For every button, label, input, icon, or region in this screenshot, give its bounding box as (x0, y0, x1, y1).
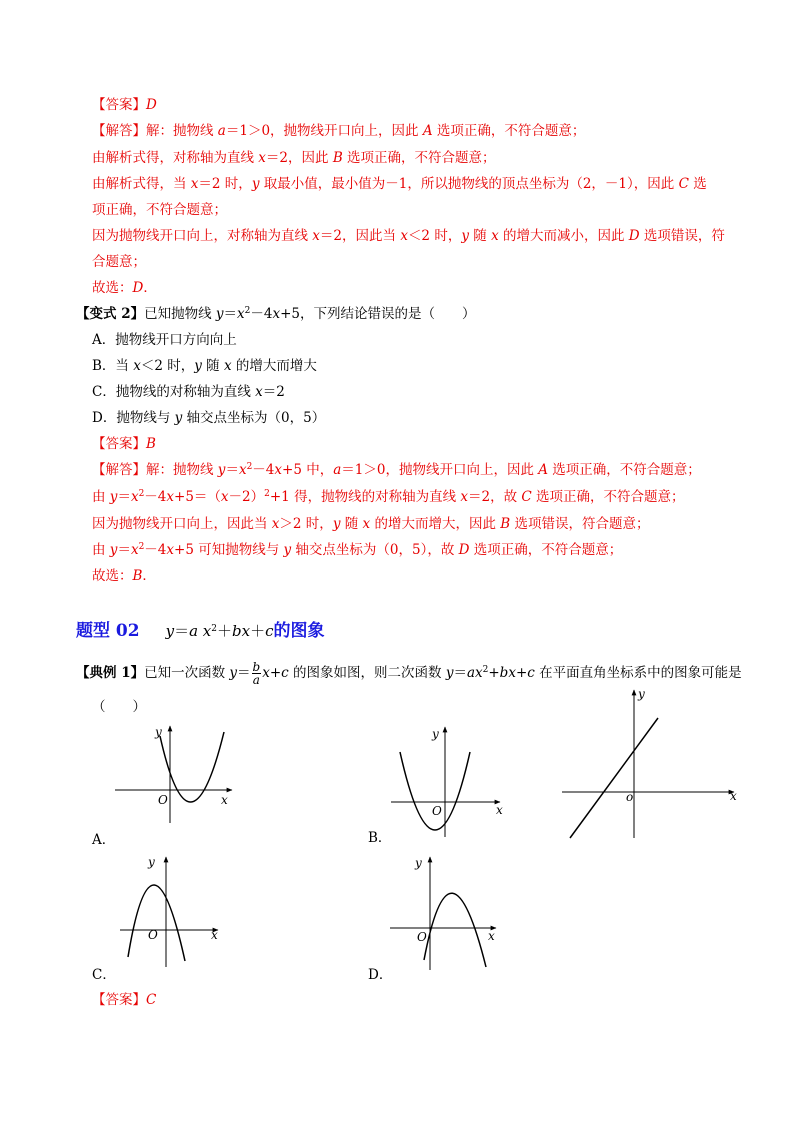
origin-label: O (432, 804, 442, 818)
x-axis-label: x (488, 929, 495, 943)
graph-c (115, 855, 225, 970)
option-label-c: C． (92, 967, 116, 983)
origin-label: o (626, 790, 634, 804)
x-axis-label: x (211, 928, 218, 942)
option-label-b: B． (368, 830, 392, 846)
answer-paren: （ ） (92, 699, 146, 715)
explanation-line-5: 因为抛物线开口向上，对称轴为直线 x＝2，因此当 x＜2 时，y 随 x 的增大而减小，因此 D 选项错误，符 (92, 228, 725, 244)
answer-line: 【答案】D (92, 97, 157, 113)
graph-a (110, 718, 240, 828)
origin-label: O (417, 930, 427, 944)
x-axis-label: x (730, 789, 737, 803)
explanation-line-5: 故选：B． (92, 568, 156, 584)
y-axis-label: y (148, 855, 155, 869)
explanation-line-3: 因为抛物线开口向上，因此当 x＞2 时，y 随 x 的增大而增大，因此 B 选项错误，符合题意； (92, 516, 650, 532)
x-axis-label: x (496, 803, 503, 817)
reference-line-graph (562, 688, 742, 843)
graph-d (388, 855, 503, 975)
explanation-line-6: 合题意； (92, 254, 146, 270)
fraction-b-over-a: $\frac{b}{a}$ (252, 660, 261, 687)
variant-question: 【变式 2】已知抛物线 $y=x^2-4x+5$，下列结论错误的是（ ） (76, 306, 476, 322)
explanation-line-2: 由解析式得，对称轴为直线 x＝2，因此 B 选项正确，不符合题意； (92, 150, 496, 166)
parabola (128, 885, 185, 961)
explanation-line-1: 【解答】解：抛物线 a＝1＞0，抛物线开口向上，因此 A 选项正确，不符合题意； (92, 123, 586, 139)
origin-label: O (158, 793, 168, 807)
explanation-line-3: 由解析式得，当 x＝2 时，y 取最小值，最小值为－1，所以抛物线的顶点坐标为（2，－1），因此 C 选 (92, 176, 707, 192)
parabola (400, 752, 470, 830)
explanation-line-7: 故选：D． (92, 280, 157, 296)
explanation-line-1: 【解答】解：抛物线 $y=x^2-4x+5$ 中，a＝1＞0，抛物线开口向上，因此 A 选项正确，不符合题意； (92, 462, 701, 478)
graph-b (388, 722, 508, 837)
option-b: B．当 x＜2 时，y 随 x 的增大而增大 (92, 358, 317, 374)
x-axis-label: x (221, 793, 228, 807)
answer-line: 【答案】C (92, 992, 157, 1008)
option-c: C．抛物线的对称轴为直线 x＝2 (92, 384, 285, 400)
y-axis-label: y (415, 856, 422, 870)
explanation-line-4: 项正确，不符合题意； (92, 202, 227, 218)
y-axis-label: y (638, 687, 645, 701)
explanation-line-2: 由 $y=x^2-4x+5=(x-2)^2+1$ 得，抛物线的对称轴为直线 x＝2，故 C 选项正确，不符合题意； (92, 489, 685, 505)
option-label-a: A． (92, 832, 116, 848)
origin-label: O (148, 928, 158, 942)
section-title: 题型 02 y＝a $x^2+bx+c$的图象 (76, 621, 325, 641)
y-axis-label: y (155, 725, 162, 739)
option-a: A．抛物线开口方向向上 (92, 332, 237, 348)
y-axis-label: y (432, 727, 439, 741)
explanation-line-4: 由 $y=x^2-4x+5$ 可知抛物线与 y 轴交点坐标为（0，5），故 D 选项正确，不符合题意； (92, 542, 623, 558)
option-d: D．抛物线与 y 轴交点坐标为（0，5） (92, 410, 326, 426)
answer-line: 【答案】B (92, 436, 156, 452)
line-graph (570, 718, 658, 838)
example-question: 【典例 1】已知一次函数 y＝ $\frac{b}{a}$ x+c 的图象如图，则二次函数 $y=ax^2+bx+c$ 在平面直角坐标系中的图象可能是 (76, 660, 742, 687)
option-label-d: D． (368, 967, 393, 983)
parabola (424, 893, 486, 967)
